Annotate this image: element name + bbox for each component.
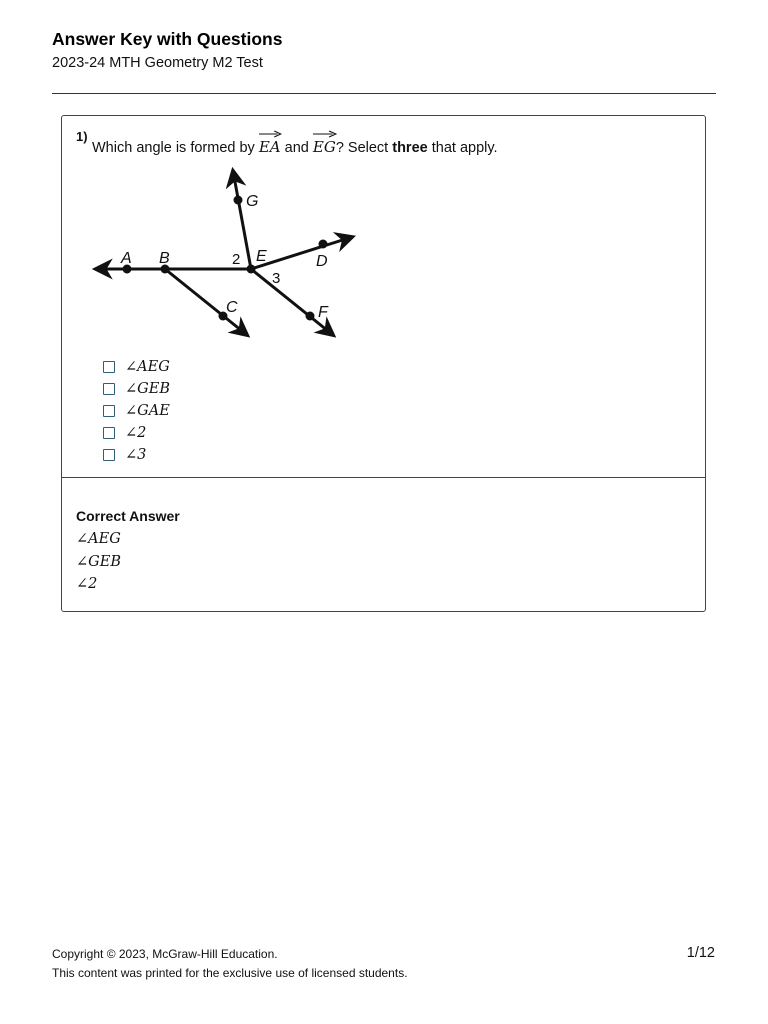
page-number: 1/12 — [686, 945, 715, 961]
point-g — [234, 196, 243, 205]
label-f: F — [318, 304, 328, 321]
label-e: E — [256, 248, 267, 265]
document-subtitle: 2023-24 MTH Geometry M2 Test — [52, 55, 263, 71]
footer-copyright: Copyright © 2023, McGraw-Hill Education. — [52, 947, 278, 961]
label-a: A — [121, 250, 132, 267]
point-e — [247, 265, 256, 274]
correct-answer-item: ∠AEG — [76, 531, 121, 547]
option-checkbox[interactable] — [103, 427, 115, 439]
label-c: C — [226, 299, 238, 316]
label-angle-2: 2 — [232, 251, 241, 268]
label-d: D — [316, 253, 328, 270]
option-checkbox[interactable] — [103, 361, 115, 373]
question-card — [61, 115, 706, 612]
header-divider — [52, 93, 716, 94]
label-angle-3: 3 — [272, 270, 281, 287]
correct-answer-list — [76, 528, 121, 596]
answer-options — [103, 356, 170, 466]
option-gae[interactable] — [103, 400, 170, 422]
correct-answer-heading: Correct Answer — [76, 508, 180, 524]
question-number: 1) — [76, 129, 88, 144]
point-d — [319, 240, 328, 249]
question-emphasis: three — [392, 140, 428, 156]
option-label: ∠3 — [125, 447, 147, 463]
question-text-start: Which angle is formed by — [92, 140, 259, 156]
option-label: ∠AEG — [125, 359, 170, 375]
label-g: G — [246, 193, 259, 210]
ray-eg: EG — [313, 134, 336, 156]
card-divider — [62, 477, 705, 478]
option-checkbox[interactable] — [103, 383, 115, 395]
geometry-diagram — [90, 166, 360, 341]
option-checkbox[interactable] — [103, 449, 115, 461]
ray-ea: EA — [259, 134, 281, 156]
option-angle-3[interactable] — [103, 444, 170, 466]
option-label: ∠GAE — [125, 403, 170, 419]
question-text-end: that apply. — [427, 140, 498, 156]
option-checkbox[interactable] — [103, 405, 115, 417]
option-label: ∠GEB — [125, 381, 170, 397]
option-geb[interactable] — [103, 378, 170, 400]
option-angle-2[interactable] — [103, 422, 170, 444]
correct-answer-item: ∠GEB — [76, 553, 121, 570]
ray-ef-line — [251, 269, 333, 335]
label-b: B — [159, 250, 170, 267]
option-label: ∠2 — [125, 425, 147, 441]
question-text-and: and — [280, 140, 313, 156]
point-f — [306, 312, 315, 321]
question-text-select: ? Select — [335, 140, 393, 156]
footer-note: This content was printed for the exclusive use of licensed students. — [52, 966, 408, 980]
question-text — [92, 134, 498, 156]
option-aeg[interactable] — [103, 356, 170, 378]
document-title: Answer Key with Questions — [52, 29, 283, 49]
correct-answer-item: ∠2 — [76, 576, 98, 592]
